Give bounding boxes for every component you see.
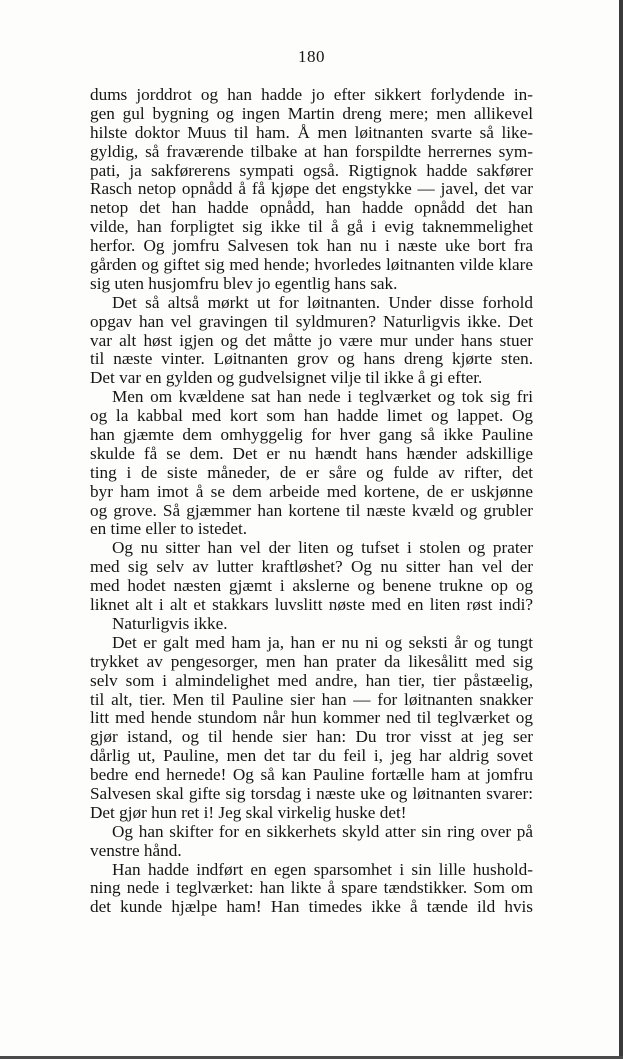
text-line: en time eller to istedet. [90,519,248,539]
text-line: var alt høst igjen og det måtte jo være mur under hans stuer [90,330,533,350]
text-line: litt med hende stundom når hun kommer ned til teglværket og [90,708,533,728]
text-line: hilste doktor Muus til ham. Å men løitnanten svarte så like- [90,122,533,142]
scan-edge-right [619,0,623,1059]
text-line: Men om kvældene sat han nede i teglværket og tok sig fri [112,387,533,407]
text-line: Det er galt med ham ja, han er nu ni og seksti år og tungt [112,632,533,652]
text-line: dums jorddrot og han hadde jo efter sikkert forlydende in- [90,85,533,104]
text-line: til næste vinter. Løitnanten grov og hans dreng kjørte sten. [90,349,533,369]
text-line: med hodet næsten gjæmt i akslerne og benene trukne op og [90,576,533,596]
text-line: til alt, tier. Men til Pauline sier han — for løitnanten snakker [90,689,533,709]
text-line: vilde, han forpligtet sig ikke til å gå i evig taknemmelighet [90,217,533,237]
text-line: pati, ja sakførerens sympati også. Rigtignok hadde sakfører [90,160,533,180]
text-line: bedre end hernede! Og så kan Pauline fortælle ham at jomfru [90,765,533,785]
text-line: Det så altså mørkt ut for løitnanten. Under disse forhold [112,292,533,312]
text-line: Og han skifter for en sikkerhets skyld atter sin ring over på [112,821,533,841]
text-line: gyldig, så fraværende tilbake at han forspildte herrernes sym- [90,141,533,161]
text-line: selv som i almindelighet med andre, han tier, tier påstæelig, [90,670,533,690]
text-line: skulde få se dem. Det er nu hændt hans hænder adskillige [90,443,533,463]
text-line: Og nu sitter han vel der liten og tufset i stolen og prater [112,538,533,558]
body-text [90,86,533,917]
text-line: ting i de siste måneder, de er såre og fulde av rifter, det [90,462,533,482]
text-line: opgav han vel gravingen til syldmuren? Naturligvis ikke. Det [90,311,533,331]
text-line: Naturligvis ikke. [112,613,228,633]
text-line: trykket av pengesorger, men han prater da likesålitt med sig [90,651,533,671]
text-line: han gjæmte dem omhyggelig for hver gang så ikke Pauline [90,425,533,445]
text-line: Rasch netop opnådd å få kjøpe det engstykke — javel, det var [90,179,533,199]
text-line: venstre hånd. [90,840,182,860]
text-line: og la kabbal med kort som han hadde limet og lappet. Og [90,406,533,426]
text-line: gen gul bygning og ingen Martin dreng mere; men allikevel [90,103,533,123]
text-line: Salvesen skal gifte sig torsdag i næste uke og løitnanten svarer: [90,783,533,803]
text-line: netop det han hadde opnådd, han hadde opnådd det han [90,198,533,218]
text-line: liknet alt i alt et stakkars luvslitt nøste med en liten røst indi? [90,595,533,615]
text-line: byr ham imot å se dem arbeide med kortene, de er uskjønne [90,481,533,501]
text-line: Han hadde indført en egen sparsomhet i sin lille hushold- [112,859,533,879]
text-line: gården og giftet sig med hende; hvorledes løitnanten vilde klare [90,255,533,275]
text-line: Det gjør hun ret i! Jeg skal virkelig huske det! [90,802,407,822]
text-line: det kunde hjælpe ham! Han timedes ikke å tænde ild hvis [90,897,533,917]
text-line: Det var en gylden og gudvelsignet vilje til ikke å gi efter. [90,368,483,388]
text-line: sig uten husjomfru blev jo egentlig hans sak. [90,273,398,293]
text-line: gjør istand, og til hende sier han: Du tror visst at jeg ser [90,727,533,747]
text-line: dårlig ut, Pauline, men det tar du feil i, jeg har aldrig sovet [90,746,533,766]
text-line: med sig selv av lutter kraftløshet? Og nu sitter han vel der [90,557,533,577]
text-line: og grove. Så gjæmmer han kortene til næste kvæld og grubler [90,500,533,520]
text-line: herfor. Og jomfru Salvesen tok han nu i næste uke bort fra [90,236,533,256]
text-line: ning nede i teglværket: han likte å spare tændstikker. Som om [90,878,533,898]
page-number: 180 [298,47,325,66]
